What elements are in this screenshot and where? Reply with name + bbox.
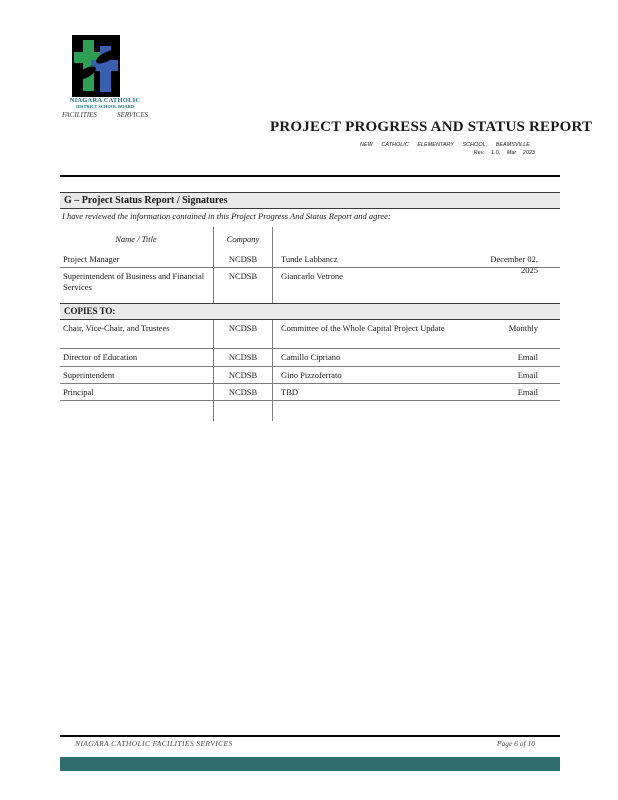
row-title: Superintendent of Business and Financial Services xyxy=(60,268,214,303)
table-row xyxy=(60,268,560,303)
row-frequency: Email xyxy=(517,370,538,380)
row-title: Project Manager xyxy=(60,251,214,275)
table-row xyxy=(60,349,560,367)
row-person: Camillo Cipriano xyxy=(281,352,341,362)
board-logo xyxy=(72,35,120,97)
table-row xyxy=(60,384,560,401)
board-name-line2: DISTRICT SCHOOL BOARD xyxy=(76,104,134,109)
footer-accent-bar xyxy=(60,757,560,771)
section-heading: G – Project Status Report / Signatures xyxy=(60,192,560,209)
footer-page-number: Page 6 of 10 xyxy=(496,739,535,748)
row-company: NCDSB xyxy=(214,320,273,348)
table-row xyxy=(60,367,560,384)
section-intro: I have reviewed the information contained in this Project Progress And Status Report and agree: xyxy=(62,211,391,221)
row-person: Committee of the Whole Capital Project Update xyxy=(281,323,445,333)
table-row xyxy=(60,251,560,275)
row-company: NCDSB xyxy=(214,367,273,383)
row-person: Gino Pizzoferrato xyxy=(281,370,342,380)
row-title: Superintendent xyxy=(60,367,214,383)
row-frequency: Monthly xyxy=(508,323,538,333)
facilities-label: FACILITIES xyxy=(62,111,97,119)
col-header-name-title: Name / Title xyxy=(60,227,214,251)
row-company: NCDSB xyxy=(214,384,273,400)
revision-line: Rev. 1.0, Mar 2023 xyxy=(473,150,535,156)
board-name-line1: NIAGARA CATHOLIC xyxy=(69,97,141,104)
row-person: TBD xyxy=(281,387,298,397)
table-row-empty xyxy=(60,401,560,421)
copies-to-heading: COPIES TO: xyxy=(60,303,560,320)
row-title: Principal xyxy=(60,384,214,400)
footer-rule xyxy=(60,735,560,737)
row-company: NCDSB xyxy=(214,251,273,275)
crosses-and-leaves-icon xyxy=(72,35,120,97)
row-title: Director of Education xyxy=(60,349,214,366)
table-header-row xyxy=(60,227,560,251)
report-title: PROJECT PROGRESS AND STATUS REPORT xyxy=(270,119,593,135)
table-row xyxy=(60,320,560,349)
row-date xyxy=(473,268,560,303)
row-company: NCDSB xyxy=(214,268,273,303)
row-title: Chair, Vice-Chair, and Trustees xyxy=(60,320,214,348)
header-rule xyxy=(60,175,560,177)
row-frequency: Email xyxy=(517,352,538,362)
row-person: Giancarlo Vetrone xyxy=(281,271,343,281)
row-date: December 02, 2025 xyxy=(490,254,538,275)
footer-org-name: NIAGARA CATHOLIC FACILITIES SERVICES xyxy=(75,739,233,748)
row-person: Tunde Labbancz xyxy=(281,254,338,264)
row-company: NCDSB xyxy=(214,349,273,366)
row-frequency: Email xyxy=(517,387,538,397)
col-header-company: Company xyxy=(214,227,273,251)
report-subtitle: NEW CATHOLIC ELEMENTARY SCHOOL, BEAMSVILLE xyxy=(360,142,530,148)
signatures-table xyxy=(60,227,560,421)
services-label: SERVICES xyxy=(117,111,148,119)
